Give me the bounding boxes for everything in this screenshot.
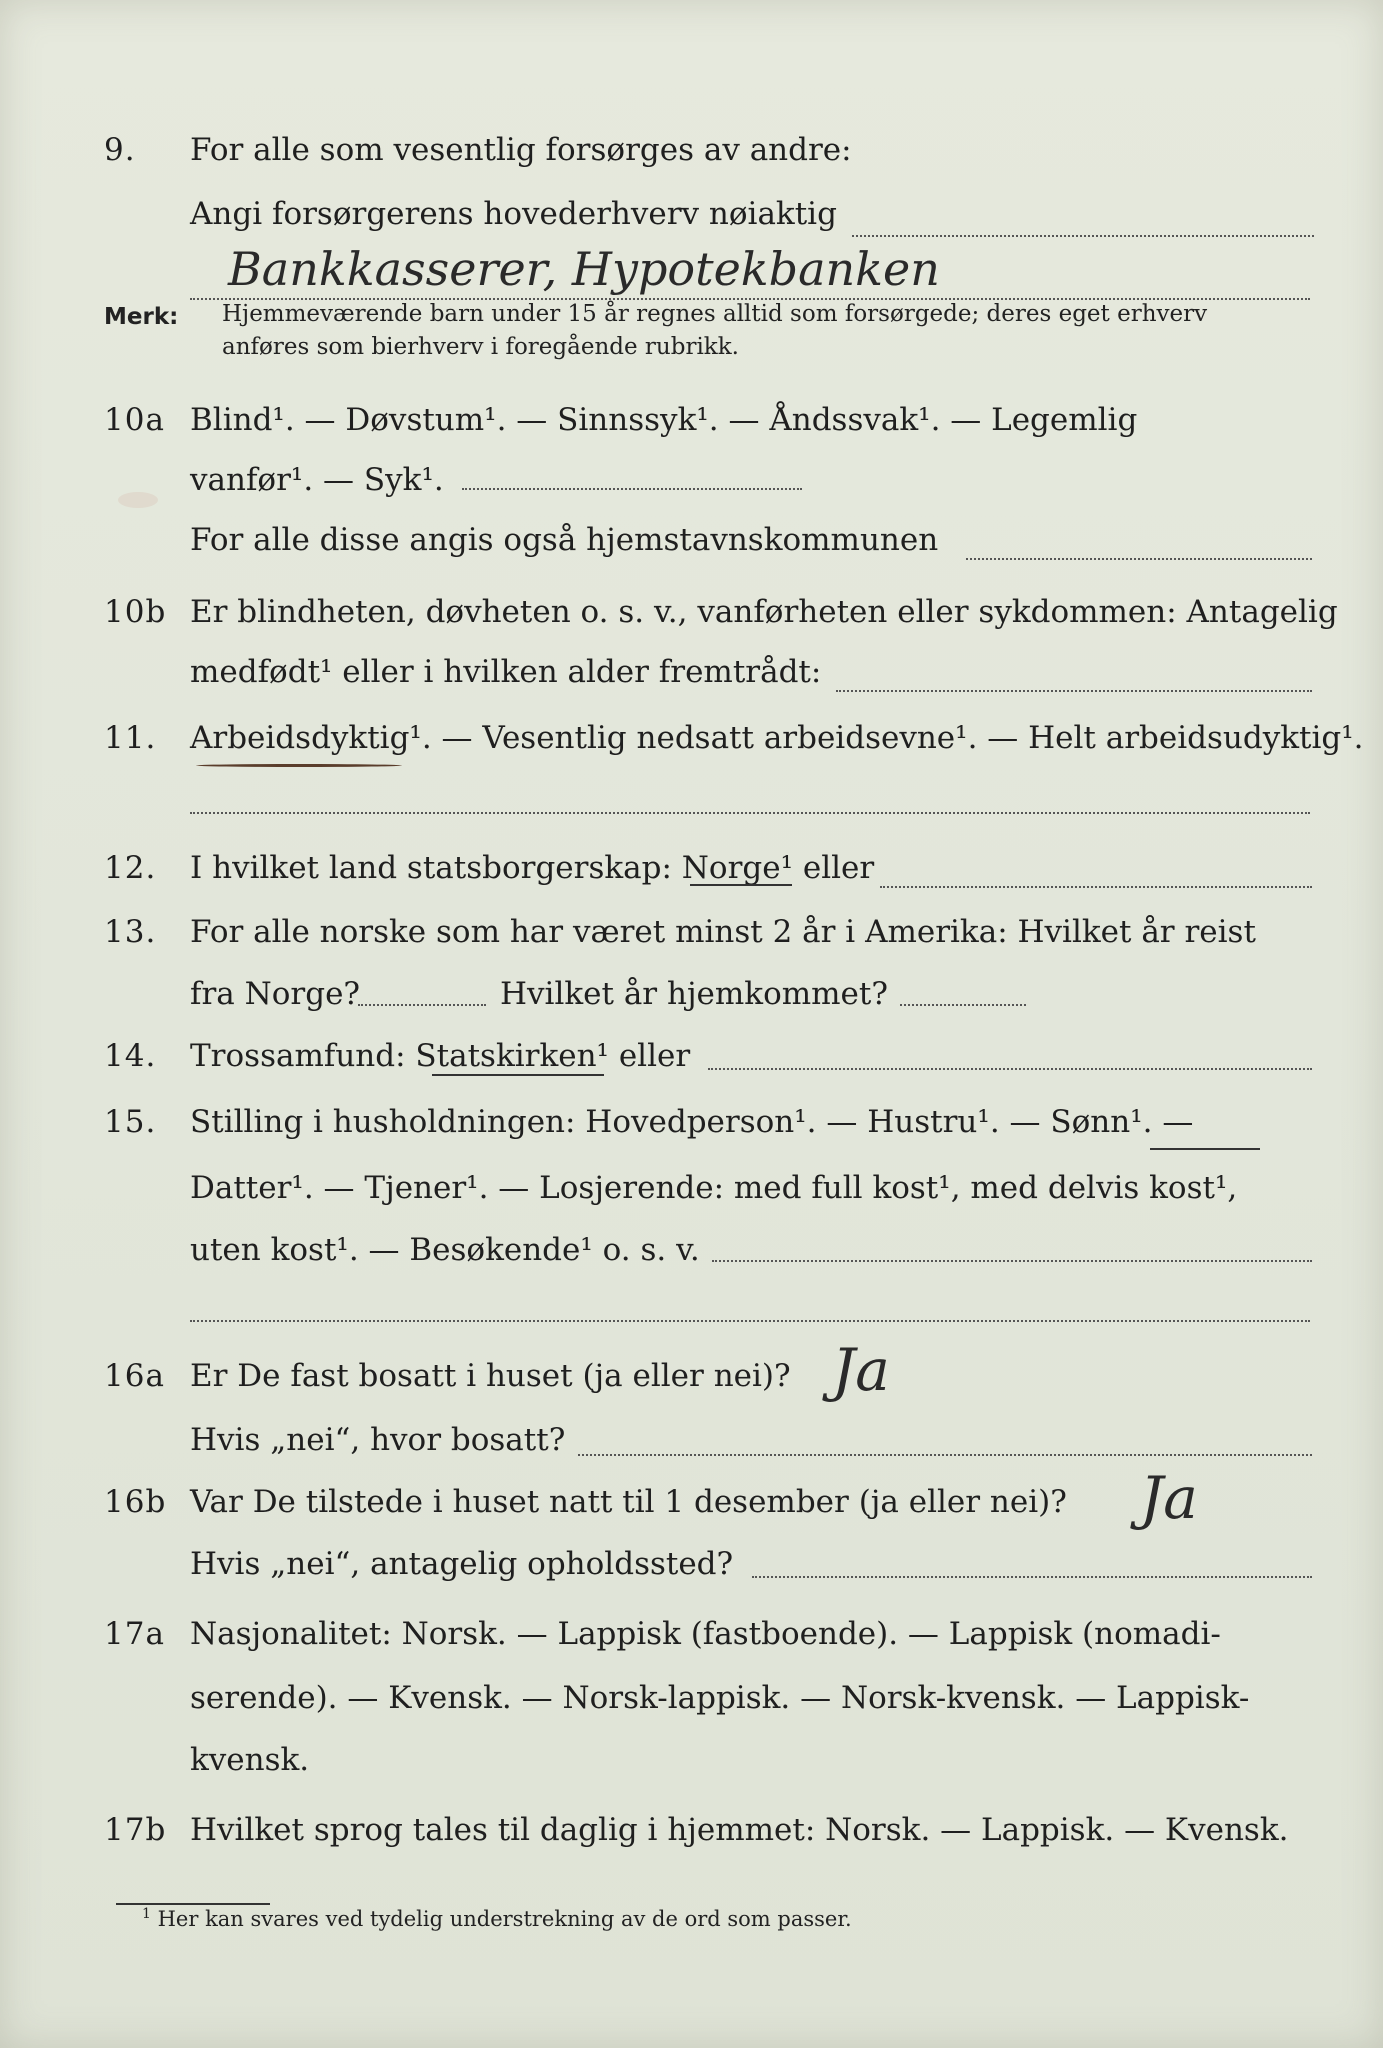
- item-number: 14.: [104, 1038, 157, 1074]
- item-text: Stilling i husholdningen: Hovedperson¹. — Hustru¹. — Sønn¹. —: [190, 1104, 1194, 1140]
- item-number: 15.: [104, 1104, 157, 1140]
- item-number: 16b: [104, 1484, 167, 1520]
- item-10b-line-2: [0, 650, 1383, 710]
- item-12: [0, 846, 1383, 906]
- item-text: serende). — Kvensk. — Norsk-lappisk. — Norsk-kvensk. — Lappisk-: [190, 1680, 1250, 1716]
- item-text: Var De tilstede i huset natt til 1 desember (ja eller nei)?: [190, 1484, 1067, 1520]
- item-text: vanfør¹. — Syk¹.: [190, 462, 444, 498]
- footnote-rule: [116, 1903, 270, 1905]
- item-text: For alle disse angis også hjemstavnskommunen: [190, 522, 939, 558]
- item-text: I hvilket land statsborgerskap: Norge¹ eller: [190, 850, 875, 886]
- item-17b: [0, 1808, 1383, 1868]
- item-number: 11.: [104, 720, 157, 756]
- item-17a-line-3: [0, 1738, 1383, 1798]
- item-13: [0, 910, 1383, 970]
- handwritten-answer: Ja: [832, 1336, 890, 1404]
- item-text: Er blindheten, døvheten o. s. v., vanførheten eller sykdommen: Antagelig: [190, 594, 1338, 630]
- item-number: 17b: [104, 1812, 167, 1848]
- answer-dotted-line: [966, 558, 1312, 560]
- item-text: Trossamfund: Statskirken¹ eller: [190, 1038, 691, 1074]
- item-11: [0, 716, 1383, 776]
- item-number: 16a: [104, 1358, 165, 1394]
- note-line: anføres som bierhverv i foregående rubrikk.: [222, 334, 739, 360]
- item-text: fra Norge?: [190, 976, 361, 1012]
- answer-dotted-line: [708, 1068, 1312, 1070]
- item-text: Hvis „nei“, hvor bosatt?: [190, 1422, 566, 1458]
- stain-mark: [118, 492, 158, 508]
- item-16a: [0, 1354, 1383, 1414]
- item-15: [0, 1100, 1383, 1160]
- note-line: Hjemmeværende barn under 15 år regnes alltid som forsørgede; deres eget erhverv: [222, 301, 1208, 327]
- item-text: Hvilket sprog tales til daglig i hjemmet: Norsk. — Lappisk. — Kvensk.: [190, 1812, 1289, 1848]
- answer-dotted-line: [190, 1320, 1310, 1322]
- footnote-text: Her kan svares ved tydelig understrekning av de ord som passer.: [157, 1907, 852, 1931]
- note-text: [222, 298, 1322, 364]
- item-text: Datter¹. — Tjener¹. — Losjerende: med full kost¹, med delvis kost¹,: [190, 1170, 1238, 1206]
- answer-dotted-line: [752, 1576, 1312, 1578]
- item-text: Nasjonalitet: Norsk. — Lappisk (fastboende). — Lappisk (nomadi-: [190, 1616, 1221, 1652]
- handwritten-underline: [1150, 1148, 1260, 1150]
- answer-dotted-line: [852, 235, 1314, 237]
- item-number: 10b: [104, 594, 167, 630]
- answer-dotted-line: [578, 1454, 1312, 1456]
- item-text: Blind¹. — Døvstum¹. — Sinnssyk¹. — Åndssvak¹. — Legemlig: [190, 402, 1138, 438]
- item-text: uten kost¹. — Besøkende¹ o. s. v.: [190, 1232, 700, 1268]
- item-number: 13.: [104, 914, 157, 950]
- item-16b-line-2: [0, 1542, 1383, 1602]
- answer-dotted-line: [900, 1004, 1026, 1006]
- answer-dotted-line: [712, 1260, 1312, 1262]
- item-10a-line-2: [0, 458, 1383, 518]
- handwritten-underline: [432, 1074, 604, 1076]
- handwritten-underline: [196, 764, 402, 767]
- answer-dotted-line: [190, 812, 1310, 814]
- item-text: medfødt¹ eller i hvilken alder fremtrådt:: [190, 654, 822, 690]
- item-number: 12.: [104, 850, 157, 886]
- item-number: 10a: [104, 402, 165, 438]
- handwritten-answer: Bankkasserer, Hypotekbanken: [228, 242, 940, 296]
- item-10a: [0, 398, 1383, 458]
- item-text: Arbeidsdyktig¹. — Vesentlig nedsatt arbeidsevne¹. — Helt arbeidsudyktig¹.: [190, 720, 1364, 756]
- item-17a: [0, 1612, 1383, 1672]
- item-text: For alle som vesentlig forsørges av andre:: [190, 132, 852, 168]
- item-text: Angi forsørgerens hovederhverv nøiaktig: [190, 196, 837, 232]
- footnote-mark: 1: [142, 1906, 151, 1922]
- answer-dotted-line: [836, 690, 1312, 692]
- item-text: kvensk.: [190, 1742, 310, 1778]
- footnote: [142, 1906, 852, 1931]
- handwritten-answer: Ja: [1140, 1464, 1198, 1532]
- handwritten-underline: [690, 884, 792, 886]
- item-text: Er De fast bosatt i huset (ja eller nei)?: [190, 1358, 791, 1394]
- item-13-line-2: [0, 972, 1383, 1032]
- answer-dotted-line: [358, 1004, 486, 1006]
- item-15-line-2: [0, 1166, 1383, 1226]
- item-10b: [0, 590, 1383, 650]
- item-15-line-3: [0, 1228, 1383, 1288]
- item-number: 17a: [104, 1616, 165, 1652]
- item-9: [0, 128, 1383, 188]
- item-text: Hvis „nei“, antagelig opholdssted?: [190, 1546, 734, 1582]
- answer-dotted-line: [462, 488, 802, 490]
- item-text: For alle norske som har været minst 2 år i Amerika: Hvilket år reist: [190, 914, 1256, 950]
- answer-dotted-line: [880, 886, 1312, 888]
- item-text: Hvilket år hjemkommet?: [500, 976, 888, 1012]
- note-label: Merk:: [104, 304, 179, 330]
- item-14: [0, 1034, 1383, 1094]
- item-number: 9.: [104, 132, 136, 168]
- item-10a-line-3: [0, 518, 1383, 578]
- item-17a-line-2: [0, 1676, 1383, 1736]
